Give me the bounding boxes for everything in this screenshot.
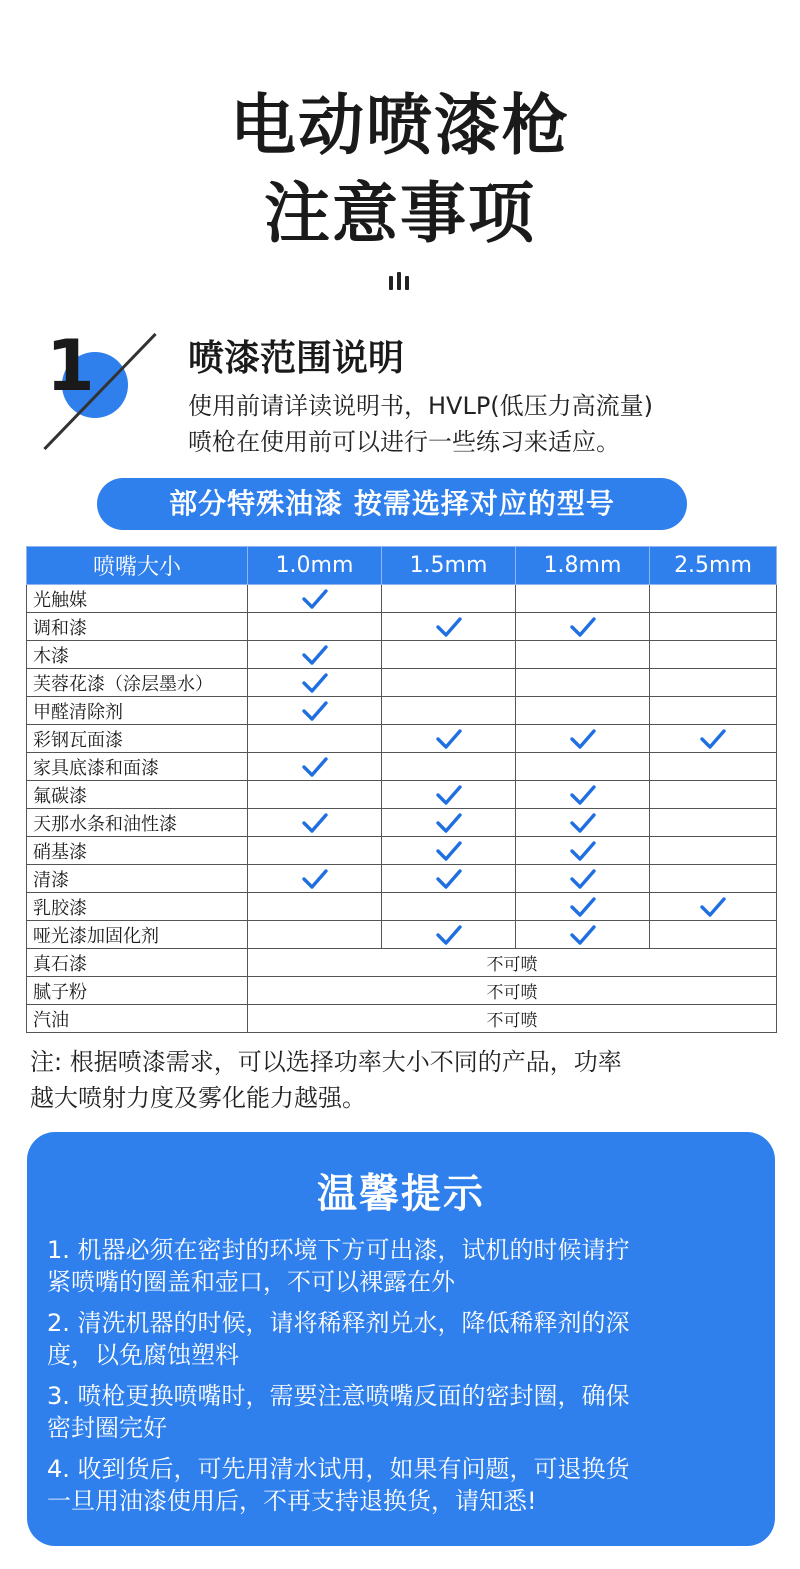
tip-line: 2. 清洗机器的时候，请将稀释剂兑水，降低稀释剂的深 [47,1309,630,1337]
section-description-line2: 喷枪在使用前可以进行一些练习来适应。 [188,428,620,456]
check-icon [436,812,462,834]
compat-cell [248,641,382,669]
compat-cell [382,641,516,669]
check-icon [700,896,726,918]
compat-cell [650,809,777,837]
table-row [27,641,777,669]
compat-cell [650,613,777,641]
paint-name-cell: 芙蓉花漆（涂层墨水） [27,669,248,697]
compat-cell [248,921,382,949]
table-row [27,781,777,809]
model-selection-banner: 部分特殊油漆 按需选择对应的型号 [97,478,687,530]
header-1-8mm: 1.8mm [516,547,650,585]
table-row [27,949,777,977]
compat-cell [382,781,516,809]
paint-name-cell: 哑光漆加固化剂 [27,921,248,949]
table-row [27,893,777,921]
table-row [27,669,777,697]
compat-cell [650,697,777,725]
page-title-line1: 电动喷漆枪 [230,87,570,164]
paint-name-cell: 调和漆 [27,613,248,641]
table-row [27,753,777,781]
tip-line: 一旦用油漆使用后，不再支持退换货，请知悉! [47,1487,537,1515]
compat-cell [382,809,516,837]
compat-cell [516,613,650,641]
paint-name-cell: 乳胶漆 [27,893,248,921]
check-icon [302,644,328,666]
table-row [27,977,777,1005]
compat-cell [382,865,516,893]
check-icon [570,728,596,750]
tip-line: 度，以免腐蚀塑料 [47,1341,239,1369]
check-icon [570,840,596,862]
compat-cell [516,809,650,837]
compat-cell [516,837,650,865]
compat-cell [248,781,382,809]
check-icon [700,728,726,750]
header-nozzle-size: 喷嘴大小 [27,547,248,585]
compat-cell [516,585,650,613]
compat-cell [248,725,382,753]
tip-line: 3. 喷枪更换喷嘴时，需要注意喷嘴反面的密封圈，确保 [47,1382,630,1410]
compat-cell [382,753,516,781]
check-icon [570,924,596,946]
compat-cell [248,697,382,725]
tip-line: 紧喷嘴的圈盖和壶口，不可以裸露在外 [47,1268,455,1296]
check-icon [302,756,328,778]
compat-cell [650,669,777,697]
paint-name-cell: 家具底漆和面漆 [27,753,248,781]
tip-item [47,1380,762,1444]
paint-name-cell: 彩钢瓦面漆 [27,725,248,753]
compat-cell [516,641,650,669]
compat-cell [382,837,516,865]
check-icon [436,840,462,862]
tip-line: 密封圈完好 [47,1414,167,1442]
paint-name-cell: 清漆 [27,865,248,893]
table-row [27,613,777,641]
compat-cell [650,781,777,809]
table-row [27,921,777,949]
paint-name-cell: 光触媒 [27,585,248,613]
power-note-line2: 越大喷射力度及雾化能力越强。 [30,1084,366,1112]
section-number: 1 [46,325,95,407]
compat-cell [650,641,777,669]
table-row [27,725,777,753]
paint-name-cell: 天那水条和油性漆 [27,809,248,837]
tip-line: 4. 收到货后，可先用清水试用，如果有问题，可退换货 [47,1455,630,1483]
table-header-row [27,547,777,585]
compat-cell [516,697,650,725]
check-icon [436,728,462,750]
check-icon [570,616,596,638]
warm-tips-title: 温馨提示 [317,1171,485,1217]
header-2-5mm: 2.5mm [650,547,777,585]
header-1-0mm: 1.0mm [248,547,382,585]
paint-name-cell: 腻子粉 [27,977,248,1005]
compat-cell [650,837,777,865]
section-description-line1: 使用前请详读说明书，HVLP(低压力高流量) [188,392,654,420]
paint-name-cell: 氟碳漆 [27,781,248,809]
compat-cell [248,585,382,613]
compat-cell [248,669,382,697]
compat-cell [382,921,516,949]
table-row [27,585,777,613]
compat-cell [382,613,516,641]
compat-cell [516,753,650,781]
section-title: 喷漆范围说明 [188,338,405,379]
compat-cell [248,809,382,837]
check-icon [570,784,596,806]
compat-cell [382,697,516,725]
check-icon [436,784,462,806]
nozzle-size-table [26,546,777,1033]
compat-cell [650,725,777,753]
check-icon [570,896,596,918]
tip-item [47,1234,762,1298]
compat-cell [248,837,382,865]
not-sprayable-cell: 不可喷 [248,949,777,977]
warm-tips-panel [27,1132,775,1546]
compat-cell [382,893,516,921]
table-row [27,1005,777,1033]
check-icon [302,588,328,610]
check-icon [302,868,328,890]
compat-cell [516,725,650,753]
compat-cell [650,585,777,613]
section-description [188,388,788,460]
table-row [27,809,777,837]
table-row [27,837,777,865]
compat-cell [650,753,777,781]
compat-cell [650,865,777,893]
compat-cell [248,613,382,641]
paint-name-cell: 真石漆 [27,949,248,977]
compat-cell [650,893,777,921]
compat-cell [516,781,650,809]
paint-name-cell: 汽油 [27,1005,248,1033]
compat-cell [516,893,650,921]
compat-cell [382,725,516,753]
check-icon [436,868,462,890]
check-icon [302,700,328,722]
compat-cell [248,753,382,781]
compat-cell [382,669,516,697]
compat-cell [248,893,382,921]
table-row [27,865,777,893]
tip-item [47,1453,762,1517]
header-1-5mm: 1.5mm [382,547,516,585]
check-icon [436,616,462,638]
tip-line: 1. 机器必须在密封的环境下方可出漆，试机的时候请拧 [47,1236,630,1264]
tip-item [47,1307,762,1371]
table-row [27,697,777,725]
paint-name-cell: 硝基漆 [27,837,248,865]
compat-cell [248,865,382,893]
compat-cell [516,921,650,949]
quote-mark-icon [389,272,413,290]
check-icon [570,868,596,890]
check-icon [302,812,328,834]
power-note [30,1044,780,1116]
not-sprayable-cell: 不可喷 [248,1005,777,1033]
check-icon [436,924,462,946]
check-icon [302,672,328,694]
not-sprayable-cell: 不可喷 [248,977,777,1005]
check-icon [570,812,596,834]
compat-cell [516,669,650,697]
power-note-line1: 注: 根据喷漆需求，可以选择功率大小不同的产品，功率 [30,1048,622,1076]
warm-tips-list [47,1234,762,1526]
compat-cell [516,865,650,893]
compat-cell [650,921,777,949]
paint-name-cell: 木漆 [27,641,248,669]
page-title-line2: 注意事项 [264,175,536,252]
compat-cell [382,585,516,613]
paint-name-cell: 甲醛清除剂 [27,697,248,725]
